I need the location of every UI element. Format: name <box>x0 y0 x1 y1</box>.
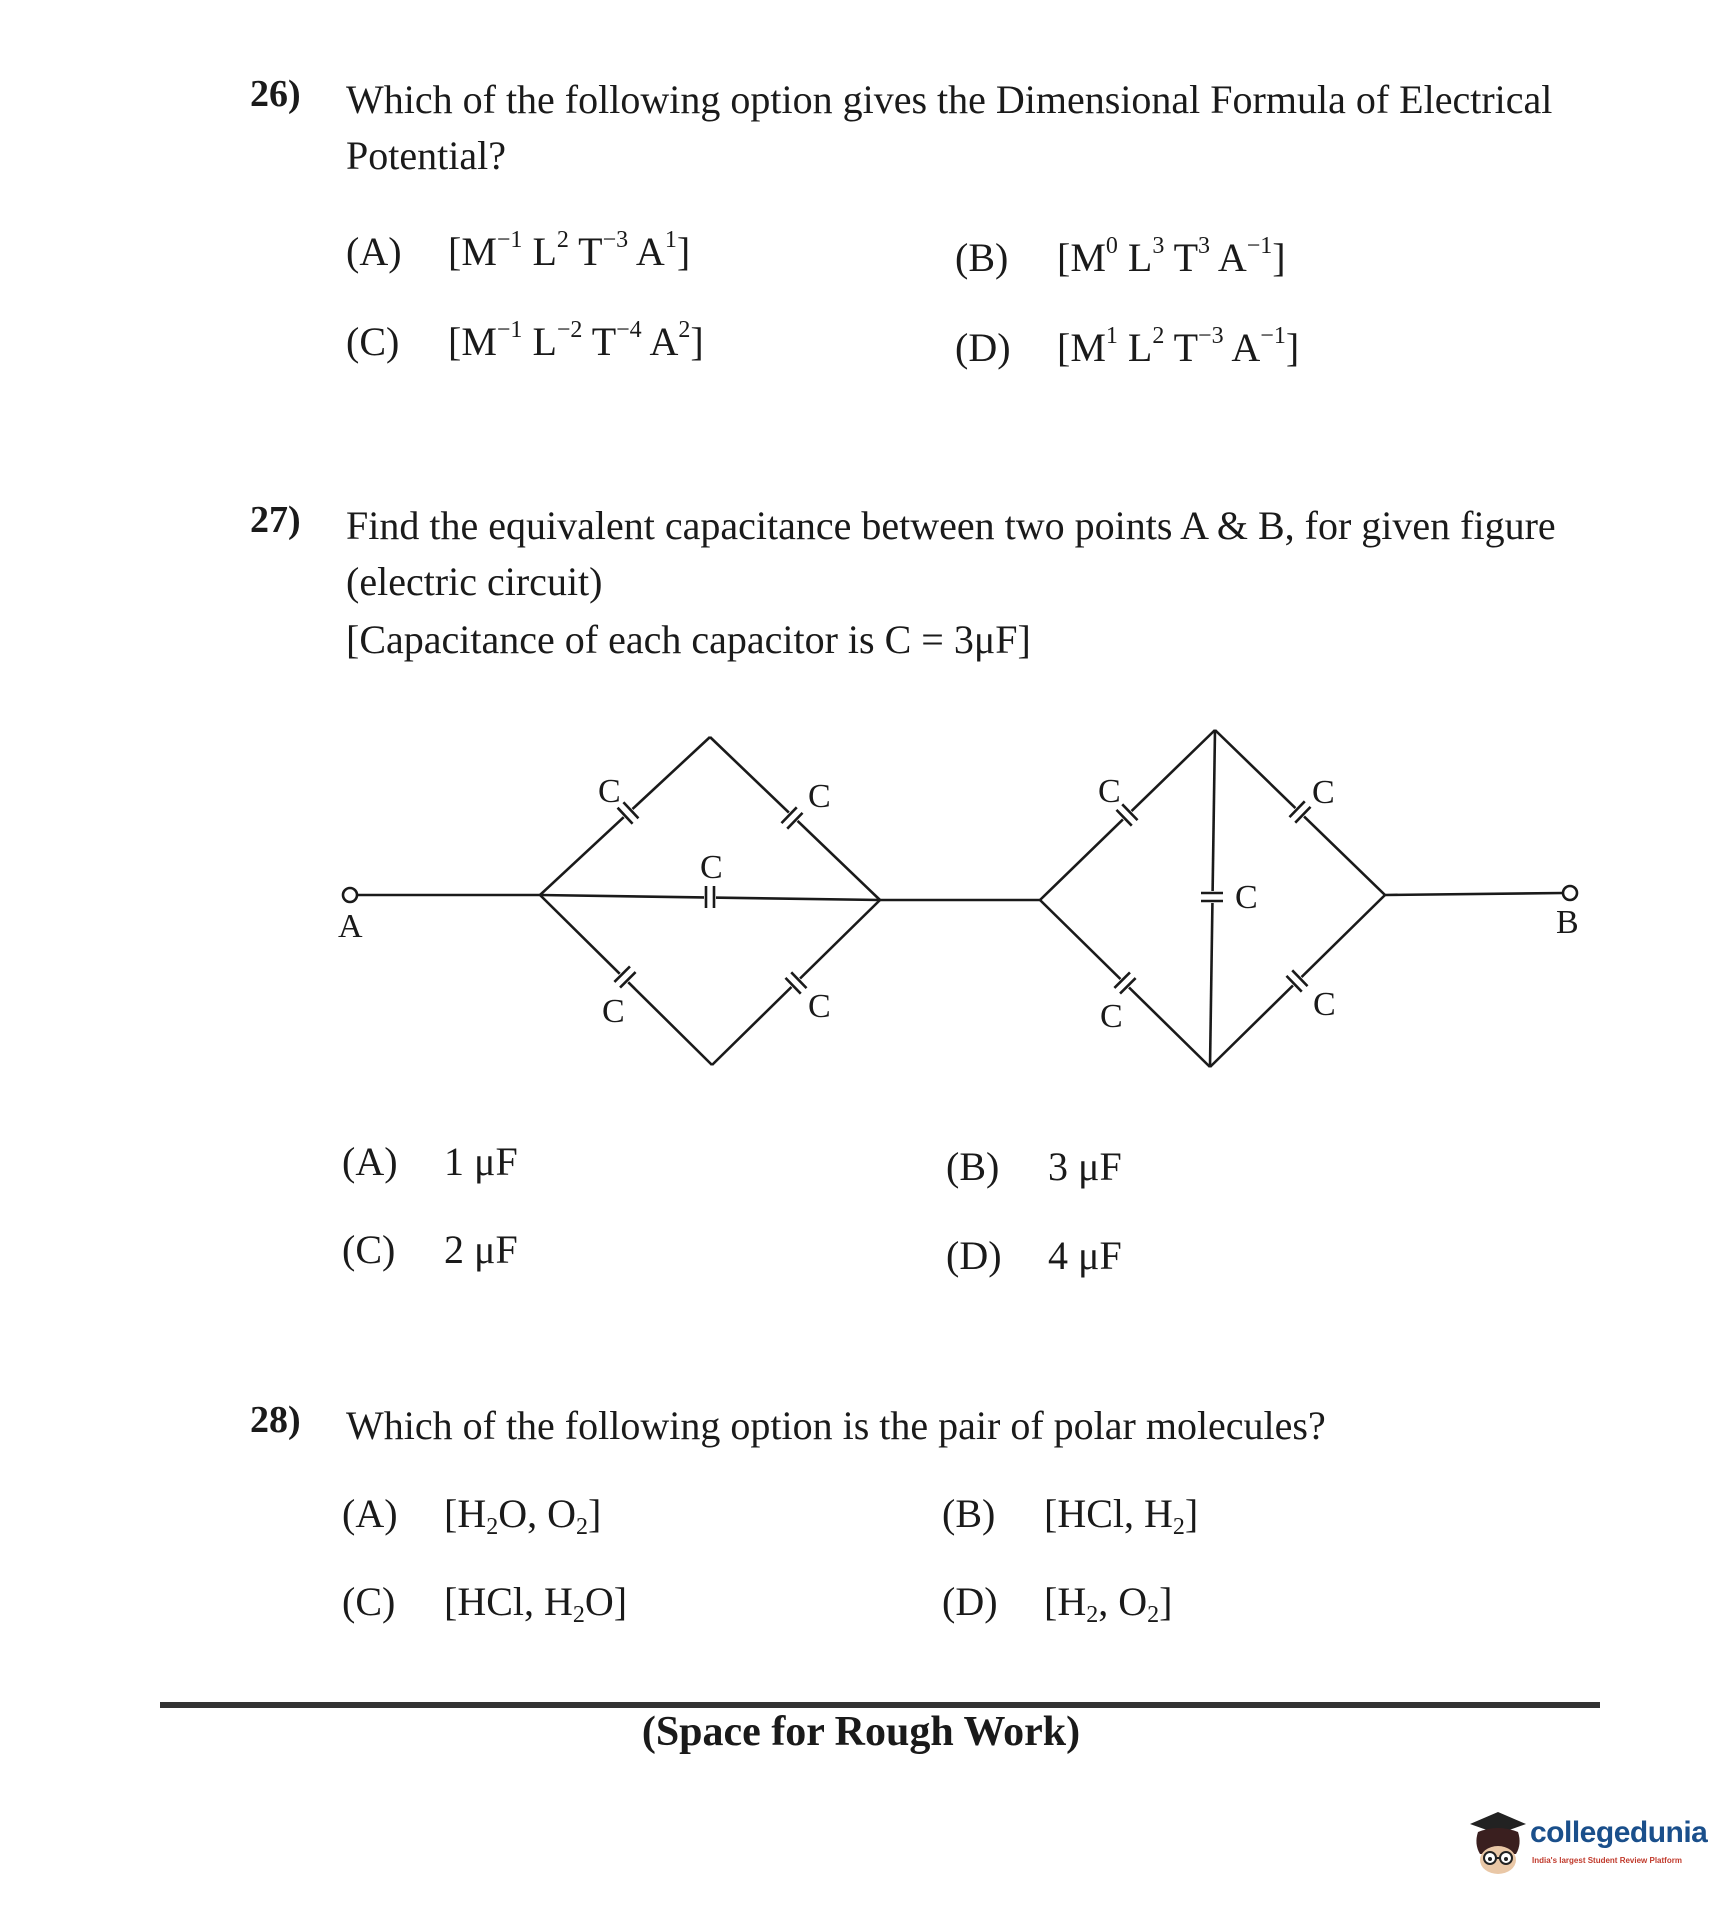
option-d[interactable] <box>946 1232 1122 1279</box>
wire <box>1385 893 1563 895</box>
terminal-a <box>343 888 357 902</box>
capacitor <box>704 886 716 908</box>
capacitor-label: C <box>1098 773 1121 810</box>
capacitor-label: C <box>1312 774 1335 811</box>
capacitor-circuit-diagram <box>320 715 1620 1095</box>
option-label: (B) <box>955 235 1009 280</box>
option-value: 1 μF <box>444 1139 518 1184</box>
question-note: [Capacitance of each capacitor is C = 3μF] <box>346 617 1031 662</box>
option-c[interactable] <box>342 1226 518 1273</box>
capacitor-label: C <box>808 778 831 815</box>
option-value: [$H_2$, $O_2$] <box>1044 1579 1173 1629</box>
capacitor-label: C <box>1313 986 1336 1023</box>
option-label: (C) <box>342 1579 396 1624</box>
option-value: [HCl, $H_2$] <box>1044 1491 1199 1541</box>
point-a-label: A <box>338 908 363 945</box>
terminal-b <box>1563 886 1577 900</box>
option-value: [$M^{-1}$ $L^{-2}$ $T^{-4}$ $A^2$] <box>448 317 704 364</box>
question-text: Which of the following option is the pair of polar molecules? <box>346 1403 1326 1448</box>
capacitor <box>613 965 637 989</box>
logo-tagline: India's largest Student Review Platform <box>1532 1856 1682 1865</box>
option-value: [$M^1$ $L^2$ $T^{-3}$ $A^{-1}$] <box>1057 323 1300 370</box>
option-a[interactable] <box>342 1490 602 1541</box>
mascot-icon <box>1468 1810 1528 1878</box>
capacitor-label: C <box>1235 879 1258 916</box>
option-b[interactable] <box>955 234 1286 281</box>
rough-work-label: (Space for Rough Work) <box>641 1709 1081 1755</box>
option-label: (A) <box>346 229 402 274</box>
option-value: [$M^0$ $L^3$ $T^3$ $A^{-1}$] <box>1057 233 1286 280</box>
option-label: (B) <box>942 1491 996 1536</box>
point-b-label: B <box>1556 904 1579 941</box>
option-value: [$M^{-1}$ $L^2$ $T^{-3}$ $A^1$] <box>448 227 691 274</box>
option-a[interactable] <box>346 228 690 275</box>
option-value: 3 μF <box>1048 1144 1122 1189</box>
capacitor-label: C <box>602 993 625 1030</box>
option-label: (D) <box>946 1233 1002 1278</box>
option-c[interactable] <box>346 318 704 365</box>
option-label: (B) <box>946 1144 1000 1189</box>
logo-name: collegedunia <box>1530 1816 1708 1849</box>
option-d[interactable] <box>955 324 1299 371</box>
option-b[interactable] <box>942 1490 1199 1541</box>
question-text-body: Find the equivalent capacitance between two points A & B, for given figure (electric circuit) <box>346 503 1556 604</box>
option-value: 4 μF <box>1048 1233 1122 1278</box>
option-label: (A) <box>342 1491 398 1536</box>
option-value: 2 μF <box>444 1227 518 1272</box>
option-label: (C) <box>346 319 400 364</box>
option-d[interactable] <box>942 1578 1173 1629</box>
question-number: 26) <box>250 73 301 115</box>
option-a[interactable] <box>342 1138 518 1185</box>
capacitor-label: C <box>598 773 621 810</box>
option-b[interactable] <box>946 1143 1122 1190</box>
capacitor-label: C <box>808 988 831 1025</box>
option-label: (C) <box>342 1227 396 1272</box>
option-c[interactable] <box>342 1578 628 1629</box>
question-text <box>346 498 1626 668</box>
option-label: (D) <box>955 325 1011 370</box>
capacitor <box>1201 891 1223 903</box>
capacitor-label: C <box>1100 998 1123 1035</box>
question-text: Which of the following option gives the Dimensional Formula of Electrical Potential? <box>346 77 1553 178</box>
capacitor <box>780 806 804 830</box>
option-label: (D) <box>942 1579 998 1624</box>
collegedunia-logo <box>1468 1810 1708 1878</box>
question-number: 27) <box>250 499 301 541</box>
question-number: 28) <box>250 1399 301 1441</box>
capacitor-label: C <box>700 849 723 886</box>
option-value: [HCl, $H_2O$] <box>444 1579 628 1629</box>
option-value: [$H_2O$, $O_2$] <box>444 1491 602 1541</box>
option-label: (A) <box>342 1139 398 1184</box>
